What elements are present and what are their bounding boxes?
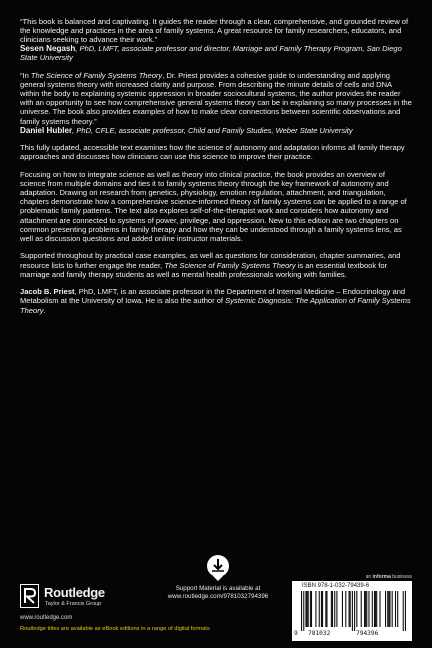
publisher-url[interactable]: www.routledge.com xyxy=(20,615,73,621)
barcode-bar xyxy=(365,591,366,627)
barcode-bar xyxy=(310,591,311,627)
barcode-bar xyxy=(368,591,369,627)
author-other-book: Systemic Diagnosis: The Application of Family Systems Theory xyxy=(20,296,411,315)
endorsement-2-credentials: , PhD, CFLE, associate professor, Child and Family Studies, Weber State University xyxy=(72,125,353,135)
barcode-digits-left: 781032 xyxy=(308,630,331,637)
endorsement-1-credentials: , PhD, LMFT, associate professor and director, Marriage and Family Therapy Program, San Diego State University xyxy=(20,44,402,63)
barcode-bar xyxy=(405,591,406,631)
description-paragraph-2: Focusing on how to integrate science as well as theory into clinical practice, the book provides an overview of science from multiple domains and ties it to family systems theory through the key framework of autonomy and adaptation. Drawing on research from genetics, physiology, emotion regulation, attachment, and triangulation, chapters demonstrate how a comprehensive science-informed theory of family systems can be applied to a range of problematic family patterns. The text also explores self-of-the-therapist work and considers how autonomy and attachment are connected to systems of power, privilege, and oppression. New to this edition are two chapters on common presenting problems in family therapy and how they can be understood through a family systems lens, as well as discussion questions and added online instructor materials. xyxy=(20,170,407,243)
barcode-bar xyxy=(392,591,393,627)
barcode-bar xyxy=(349,591,350,627)
support-material-line-1: Support Material is available at xyxy=(175,585,261,592)
barcode-bar xyxy=(331,591,332,627)
support-material-text xyxy=(166,585,270,601)
barcode-bar xyxy=(308,591,309,627)
cover-footer xyxy=(0,548,432,648)
author-bio-text: , PhD, LMFT, is an associate professor in the Department of Internal Medicine – Endocrinology and Metabolism at the University of Iowa. He is also the author of xyxy=(20,287,406,306)
barcode-bar xyxy=(332,591,333,627)
author-name: Jacob B. Priest xyxy=(20,287,75,297)
author-bio xyxy=(20,287,412,314)
barcode-bar xyxy=(361,591,362,627)
barcode-bar xyxy=(350,591,351,627)
barcode-bar xyxy=(372,591,373,627)
barcode-bar xyxy=(374,591,375,627)
barcode-bar xyxy=(387,591,388,627)
isbn-barcode xyxy=(292,581,412,641)
barcode-bar xyxy=(325,591,326,627)
barcode-bar xyxy=(307,591,308,627)
endorsement-2-text-start: “In xyxy=(20,71,31,81)
barcode-bar xyxy=(388,591,389,627)
barcode-bar xyxy=(345,591,346,627)
barcode-bar xyxy=(356,591,357,627)
informa-prefix: an xyxy=(365,574,373,580)
barcode-bar xyxy=(311,591,312,627)
endorsement-1 xyxy=(20,17,412,62)
paragraph-3-end: is an essential textbook for marriage and family therapy students as well as mental health professionals working with families. xyxy=(20,260,388,279)
barcode-bar xyxy=(389,591,390,627)
barcode-bar xyxy=(354,591,355,631)
informa-suffix: business xyxy=(390,574,412,580)
barcode-digits-right: 794396 xyxy=(356,630,379,637)
endorsement-1-text: “This book is balanced and captivating. It guides the reader through a clear, comprehensive, and grounded review of the knowledge and practices in the area of family systems. A great resource for family researchers, educators, and clinicians seeking to advance their work.” xyxy=(20,17,409,45)
barcode-bar xyxy=(385,591,386,627)
publisher-name: Routledge xyxy=(44,585,105,600)
barcode-bar xyxy=(366,591,367,627)
barcode-bar xyxy=(352,591,353,631)
barcode-bar xyxy=(319,591,320,627)
barcode-digits xyxy=(292,630,412,640)
barcode-bar xyxy=(336,591,337,627)
barcode-digit-first: 9 xyxy=(294,630,298,637)
isbn-label: ISBN 978-1-032-79439-6 xyxy=(302,583,370,589)
endorsement-1-name: Sesen Negash xyxy=(20,44,76,54)
barcode-bar xyxy=(334,591,335,627)
routledge-r-icon xyxy=(20,584,39,608)
barcode-bar xyxy=(305,591,306,627)
barcode-bar xyxy=(301,591,302,631)
informa-business-mark xyxy=(366,574,412,580)
description-paragraph-1: This fully updated, accessible text examines how the science of autonomy and adaptation informs all family therapy approaches and discusses how clinicians can use this science to improve their practice. xyxy=(20,143,405,162)
endorsement-2-book-title: The Science of Family Systems Theory xyxy=(30,71,163,81)
barcode-bar xyxy=(322,591,323,627)
barcode-bar xyxy=(342,591,343,627)
description-paragraph-3 xyxy=(20,251,412,278)
endorsement-2-text-end: , Dr. Priest provides a cohesive guide to understanding and applying general systems theory with increased clarity and purpose. From describing the minute details of cells and DNA within the body to explaining systemic oppression in broader sociocultural systems, the author provides the reader with an opportunity to see how comprehensive general systems theory can be in explaining so many processes in the universe. The book also provides examples of how to make clear connections between scientific observations and family systems theory.” xyxy=(20,71,412,126)
barcode-bars xyxy=(301,591,406,631)
barcode-bar xyxy=(403,591,404,631)
paragraph-3-book-title: The Science of Family Systems Theory xyxy=(164,260,296,270)
barcode-bar xyxy=(303,591,304,631)
barcode-bar xyxy=(321,591,322,627)
barcode-bar xyxy=(397,591,398,627)
informa-brand: informa xyxy=(372,574,391,580)
support-material xyxy=(166,554,270,601)
support-material-link[interactable]: www.routledge.com/9781032794396 xyxy=(167,593,269,600)
author-bio-end: . xyxy=(43,305,46,315)
barcode-bar xyxy=(376,591,377,627)
publisher-logo xyxy=(20,580,132,624)
barcode-bar xyxy=(375,591,376,627)
publisher-group: Taylor & Francis Group xyxy=(45,601,102,607)
endorsement-2-name: Daniel Hubler xyxy=(20,125,73,135)
support-material-icon xyxy=(203,554,233,582)
barcode-bar xyxy=(315,591,316,627)
cover-copy xyxy=(20,17,412,323)
endorsement-2 xyxy=(20,71,412,135)
paragraph-3-start: Supported throughout by practical case examples, as well as questions for consideration, chapter summaries, and resource lists to further engage the reader, xyxy=(20,251,401,270)
barcode-bar xyxy=(364,591,365,627)
ebook-availability-note: Routledge titles are available as eBook editions in a range of digital formats xyxy=(20,626,210,632)
barcode-bar xyxy=(379,591,380,627)
barcode-bar xyxy=(326,591,327,627)
barcode-bar xyxy=(395,591,396,627)
